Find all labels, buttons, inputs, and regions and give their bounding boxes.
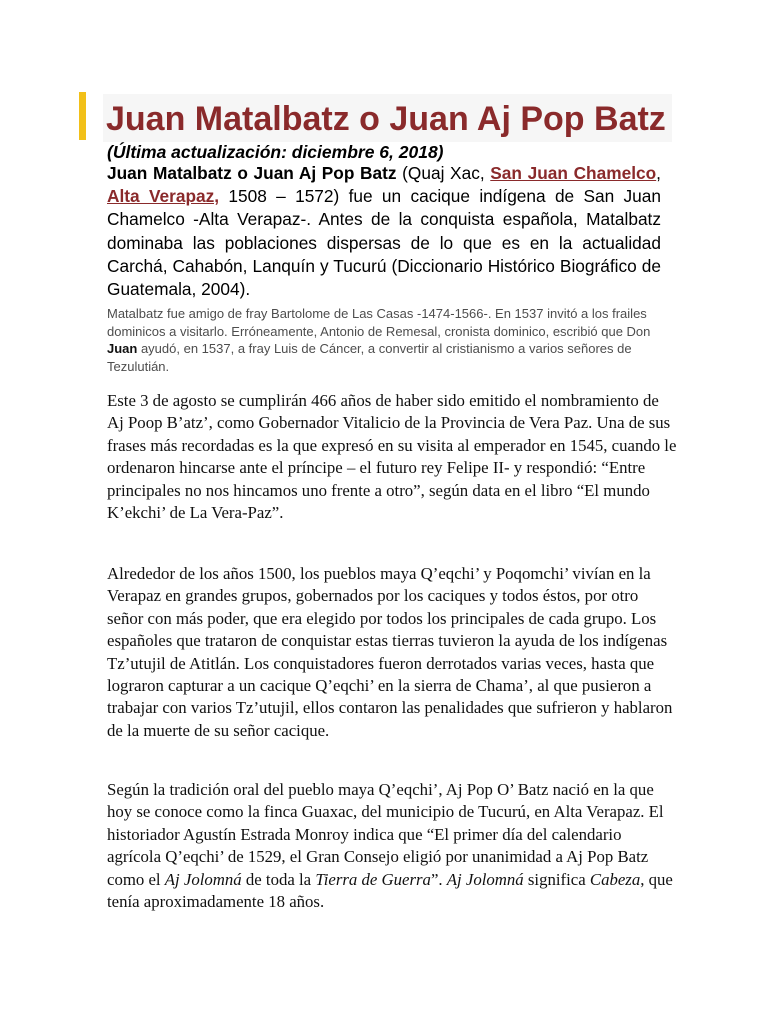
body-paragraph-2: Alrededor de los años 1500, los pueblos maya Q’eqchi’ y Poqomchi’ vivían en la Verapaz en grandes grupos, gobernados por los caciques y todos éstos, por otro señor con más poder, que era elegido por todos los principales de cada grupo. Los españoles que trataron de conquistar estas tierras tuvieron la ayuda de los indígenas Tz’utujil de Atitlán. Los conquistadores fueron derrotados varias veces, hasta que lograron capturar a un cacique Q’eqchi’ en la sierra de Chama’, al que pusieron a trabajar con varios Tz’utujil, ellos contaron las penalidades que sufrieron y hablaron de la muerte de su señor cacique. (107, 564, 673, 740)
p3-italic-4: Cabeza (589, 869, 641, 889)
p3-italic-2: Tierra de Guerra (315, 869, 431, 889)
article-title: Juan Matalbatz o Juan Aj Pop Batz (103, 94, 672, 142)
lead-text-3: 1508 – 1572) fue un cacique indígena de San Juan Chamelco -Alta Verapaz-. Antes de la conquista española, Matalbatz dominaba las poblaciones dispersas de lo que es en la actualidad Carchá, Cahabón, Lanquín y Tucurú (Diccionario Histórico Biográfico de Guatemala, 2004). (107, 186, 662, 300)
lead-paragraph (107, 162, 661, 301)
p3-text-4: significa (523, 869, 590, 889)
p3-italic-3: Aj Jolomná (446, 869, 524, 889)
lead-text-1: (Quaj Xac, (396, 163, 491, 183)
lead-text-2: , (656, 163, 661, 183)
p3-text-3: ”. (430, 869, 447, 889)
link-san-juan-chamelco[interactable]: San Juan Chamelco (490, 163, 657, 183)
link-alta-verapaz[interactable]: Alta Verapaz, (107, 186, 220, 207)
lead-name: Juan Matalbatz o Juan Aj Pop Batz (107, 163, 397, 183)
p3-text-5: , que tenía aproximadamente 18 años. (107, 869, 673, 912)
body-paragraph-3 (107, 779, 677, 913)
p3-italic-1: Aj Jolomná (164, 869, 242, 889)
note-paragraph (107, 305, 667, 375)
p3-text-2: de toda la (241, 869, 316, 889)
note-bold: Juan (107, 341, 138, 357)
title-accent-bar (79, 92, 86, 140)
note-text-1: Matalbatz fue amigo de fray Bartolome de Las Casas -1474-1566-. En 1537 invitó a los frailes dominicos a visitarlo. Erróneamente, Antonio de Remesal, cronista dominico, escribió que Don (107, 306, 651, 339)
note-text-2: ayudó, en 1537, a fray Luis de Cáncer, a convertir al cristianismo a varios señores de Tezulutián. (107, 341, 632, 374)
p3-text-1: Según la tradición oral del pueblo maya Q’eqchi’, Aj Pop O’ Batz nació en la que hoy se conoce como la finca Guaxac, del municipio de Tucurú, en Alta Verapaz. El historiador Agustín Estrada Monroy indica que “El primer día del calendario agrícola Q’eqchi’ de 1529, el Gran Consejo eligió por unanimidad a Aj Pop Batz como el (107, 780, 664, 889)
last-updated: (Última actualización: diciembre 6, 2018) (107, 142, 444, 162)
body-paragraph-1: Este 3 de agosto se cumplirán 466 años de haber sido emitido el nombramiento de Aj Poop B’atz’, como Gobernador Vitalicio de la Provincia de Vera Paz. Una de sus frases más recordadas es la que expresó en su visita al emperador en 1545, cuando le ordenaron hincarse ante el príncipe – el futuro rey Felipe II- y respondió: “Entre principales no nos hincamos uno frente a otro”, según data en el libro “El mundo K’ekchi’ de La Vera-Paz”. (107, 391, 677, 523)
